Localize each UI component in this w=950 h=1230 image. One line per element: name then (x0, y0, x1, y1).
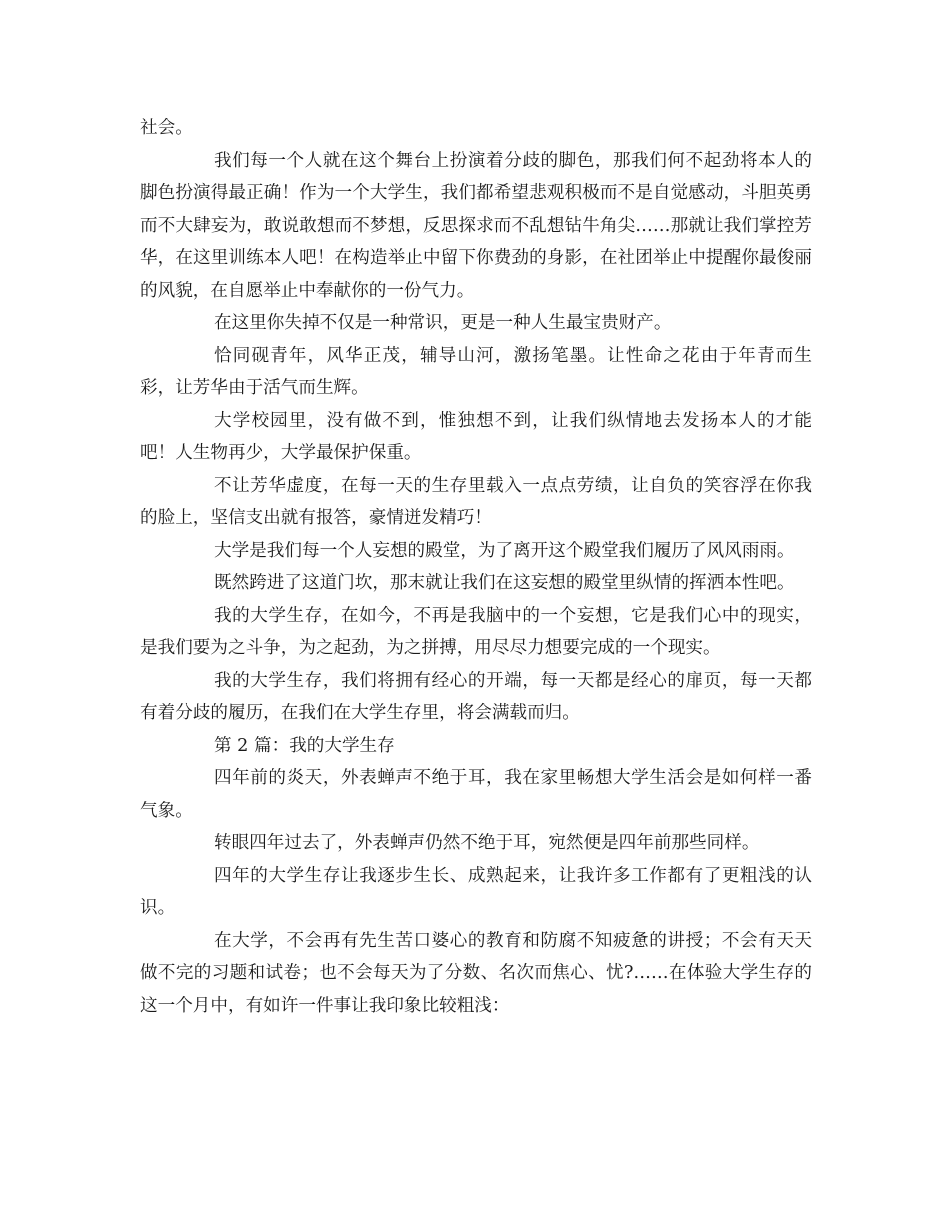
paragraph-8: 既然跨进了这道门坎，那末就让我们在这妄想的殿堂里纵情的挥洒本性吧。 (214, 573, 795, 593)
paragraph-2: 我们每一个人就在这个舞台上扮演着分歧的脚色，那我们何不起劲将本人的脚色扮演得最正确！作为一个大学生，我们都希望悲观积极而不是自觉感动，斗胆英勇而不大肆妄为，敢说敢想而不梦想，反思探求而不乱想钻牛角尖……那就让我们掌控芳华，在这里训练本人吧！在构造举止中留下你费劲的身影，在社团举止中提醒你最俊丽的风貌，在自愿举止中奉献你的一份气力。 (140, 150, 812, 301)
paragraph-14: 四年的大学生存让我逐步生长、成熟起来，让我许多工作都有了更粗浅的认识。 (140, 865, 812, 918)
paragraph-5: 大学校园里，没有做不到，惟独想不到，让我们纵情地去发扬本人的才能吧！人生物再少，大学最保护保重。 (140, 410, 812, 463)
section-heading: 第 2 篇：我的大学生存 (214, 735, 395, 756)
paragraph-15: 在大学，不会再有先生苦口婆心的教育和防腐不知疲惫的讲授；不会有天天做不完的习题和试卷；也不会每天为了分数、名次而焦心、忧?……在体验大学生存的这一个月中，有如许一件事让我印象比较粗浅： (140, 930, 812, 1016)
paragraph-12: 四年前的炎天，外表蝉声不绝于耳，我在家里畅想大学生活会是如何样一番气象。 (140, 768, 812, 821)
paragraph-13: 转眼四年过去了，外表蝉声仍然不绝于耳，宛然便是四年前那些同样。 (214, 833, 760, 853)
document-body (140, 112, 812, 1022)
paragraph-3: 在这里你失掉不仅是一种常识，更是一种人生最宝贵财产。 (214, 313, 672, 333)
paragraph-1: 社会。 (140, 118, 193, 138)
paragraph-9: 我的大学生存，在如今，不再是我脑中的一个妄想，它是我们心中的现实，是我们要为之斗争，为之起劲，为之拼搏，用尽尽力想要完成的一个现实。 (140, 605, 812, 658)
paragraph-10: 我的大学生存，我们将拥有经心的开端，每一天都是经心的扉页，每一天都有着分歧的履历，在我们在大学生存里，将会满载而归。 (140, 670, 812, 723)
paragraph-4: 恰同砚青年，风华正茂，辅导山河，激扬笔墨。让性命之花由于年青而生彩，让芳华由于活气而生辉。 (140, 345, 812, 398)
paragraph-6: 不让芳华虚度，在每一天的生存里载入一点点劳绩，让自负的笑容浮在你我的脸上，坚信支出就有报答，豪情迸发精巧！ (140, 475, 812, 528)
paragraph-7: 大学是我们每一个人妄想的殿堂，为了离开这个殿堂我们履历了风风雨雨。 (214, 540, 795, 561)
